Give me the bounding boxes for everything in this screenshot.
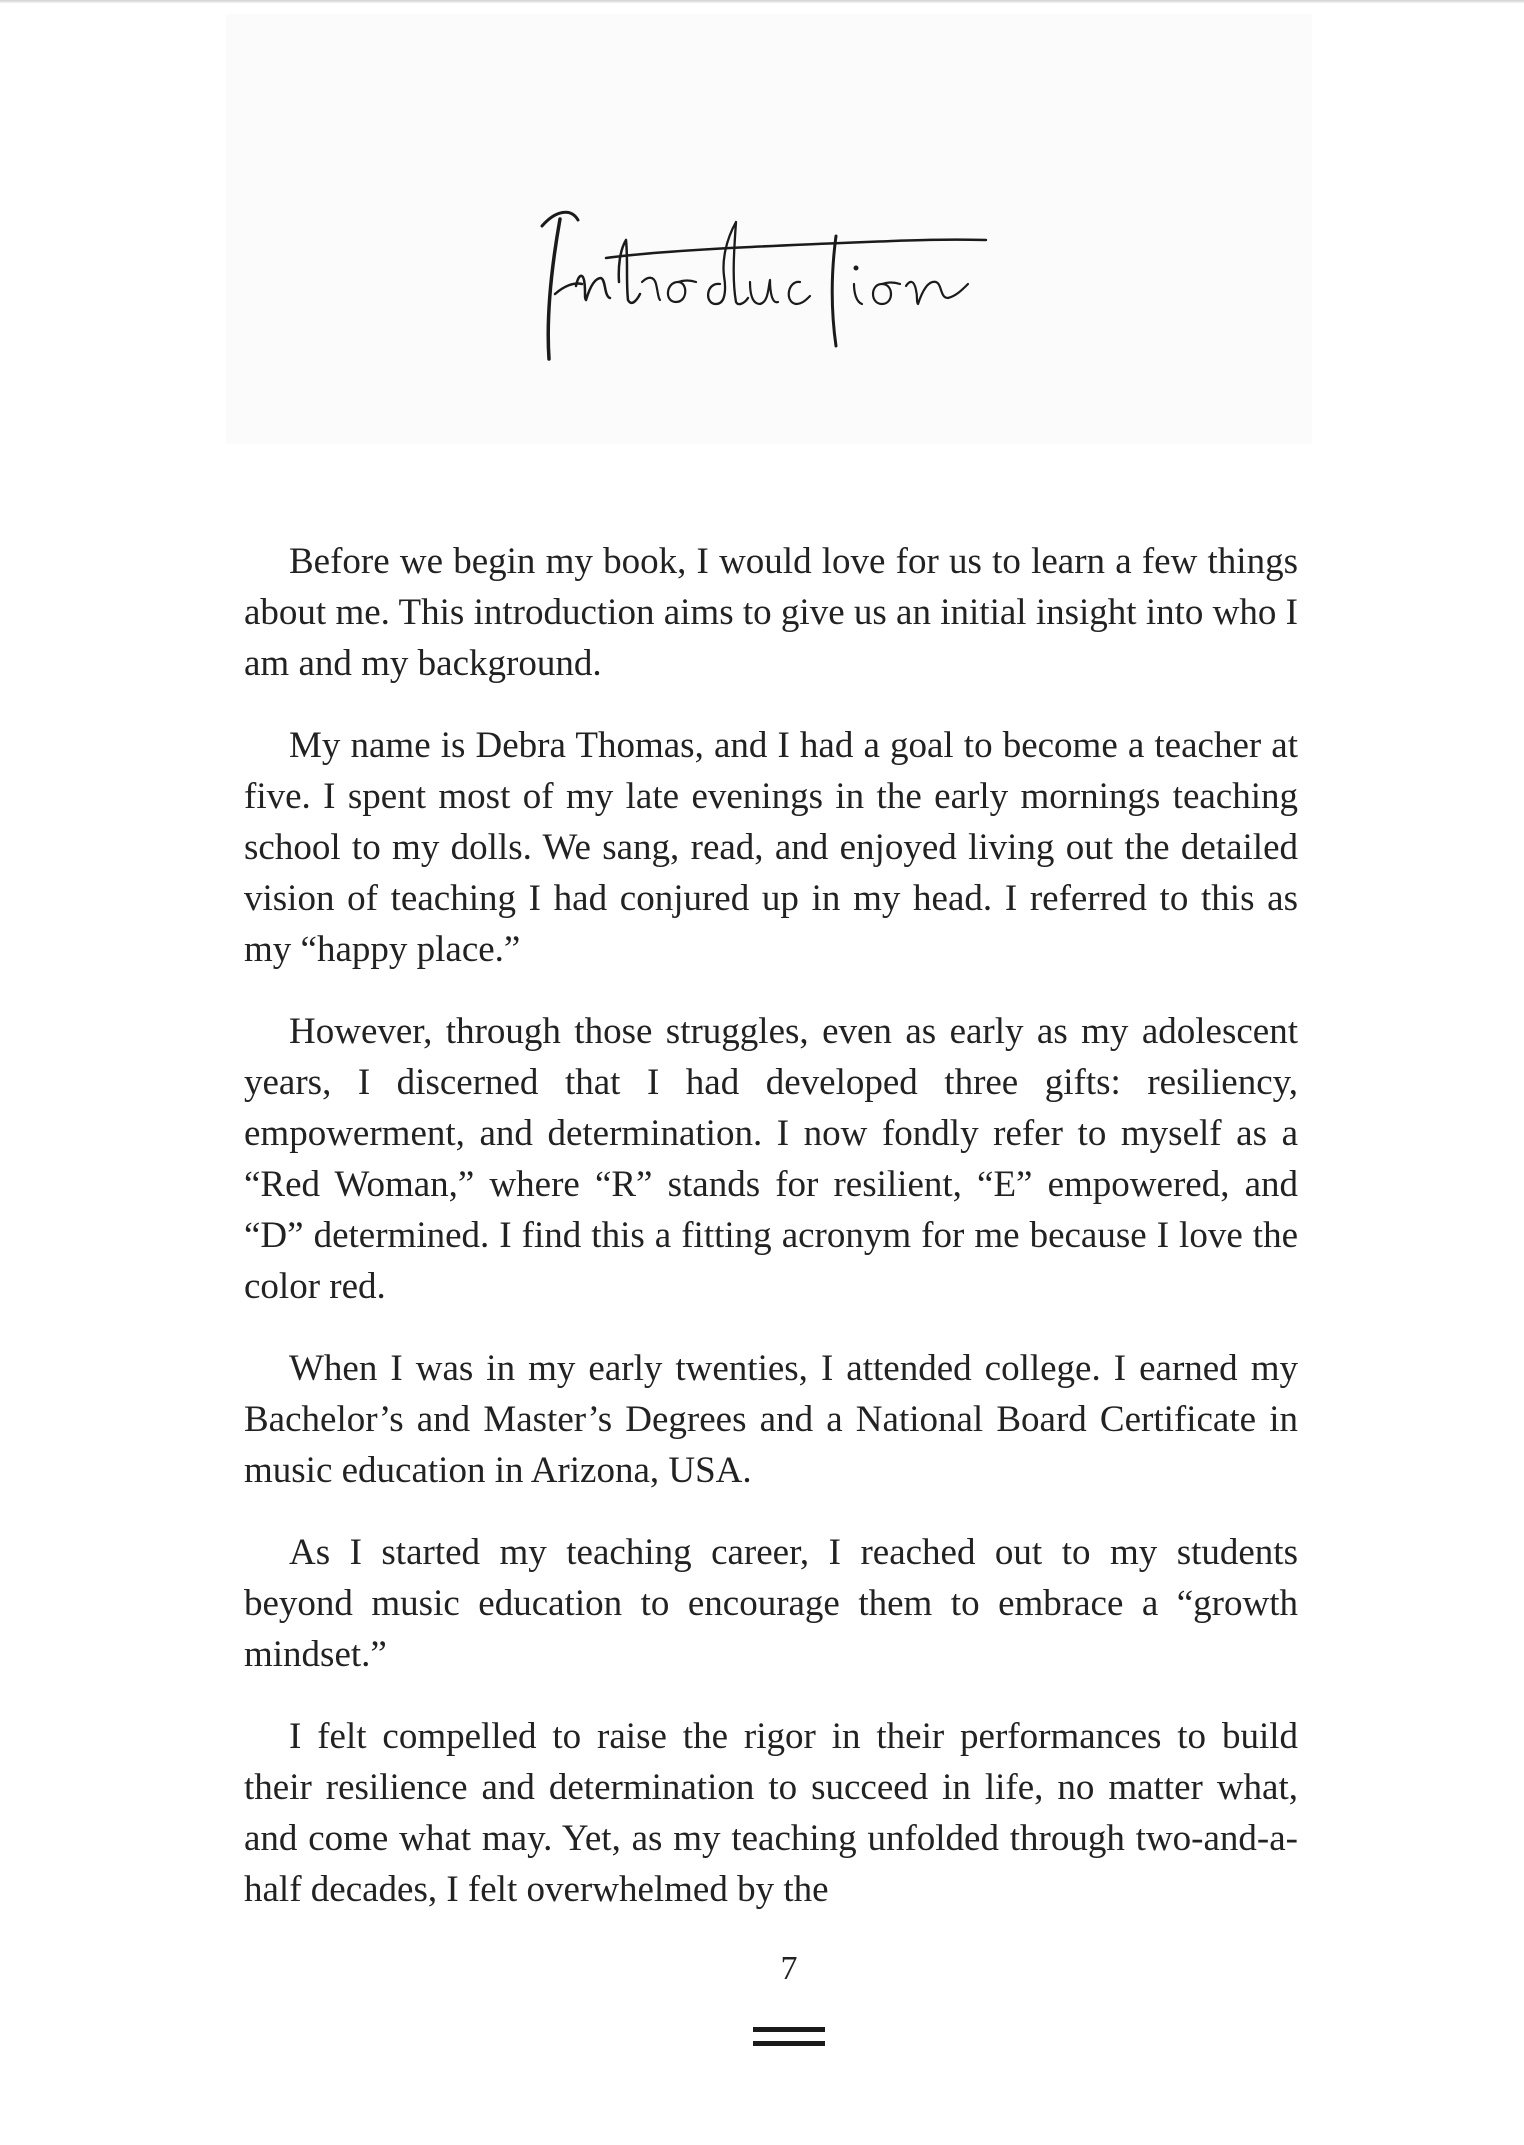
footer-rule-bottom	[753, 2041, 825, 2046]
paragraph: When I was in my early twenties, I attended college. I earned my Bachelor’s and Master’s Degrees and a National Board Certificate in music education in Arizona, USA.	[244, 1348, 1298, 1491]
paragraph: However, through those struggles, even as early as my adolescent years, I discerned that I had developed three gifts: resiliency, empowerment, and determination. I now fondly refer to myself as a “Red Woman,” where “R” stands for resilient, “E” empowered, and “D” determined. I find this a fitting acronym for me because I love the color red.	[244, 1011, 1298, 1307]
chapter-title-panel	[226, 14, 1312, 444]
paragraph: My name is Debra Thomas, and I had a goal to become a teacher at five. I spent most of my late evenings in the early mornings teaching school to my dolls. We sang, read, and enjoyed living out the detailed vision of teaching I had conjured up in my head. I referred to this as my “happy place.”	[244, 725, 1298, 970]
page-number: 7	[780, 1950, 798, 1987]
paragraph: As I started my teaching career, I reached out to my students beyond music education to encourage them to embrace a “growth mindset.”	[244, 1532, 1298, 1675]
chapter-title	[226, 189, 1312, 257]
footer-rule-top	[753, 2027, 825, 2032]
paragraph: Before we begin my book, I would love for us to learn a few things about me. This introduction aims to give us an initial insight into who I am and my background.	[244, 541, 1298, 684]
page-top-edge	[0, 0, 1524, 3]
body-text	[244, 536, 1298, 1946]
paragraph: I felt compelled to raise the rigor in their performances to build their resilience and determination to succeed in life, no matter what, and come what may. Yet, as my teaching unfolded through two-and-a-half decades, I felt overwhelmed by the	[244, 1716, 1298, 1910]
